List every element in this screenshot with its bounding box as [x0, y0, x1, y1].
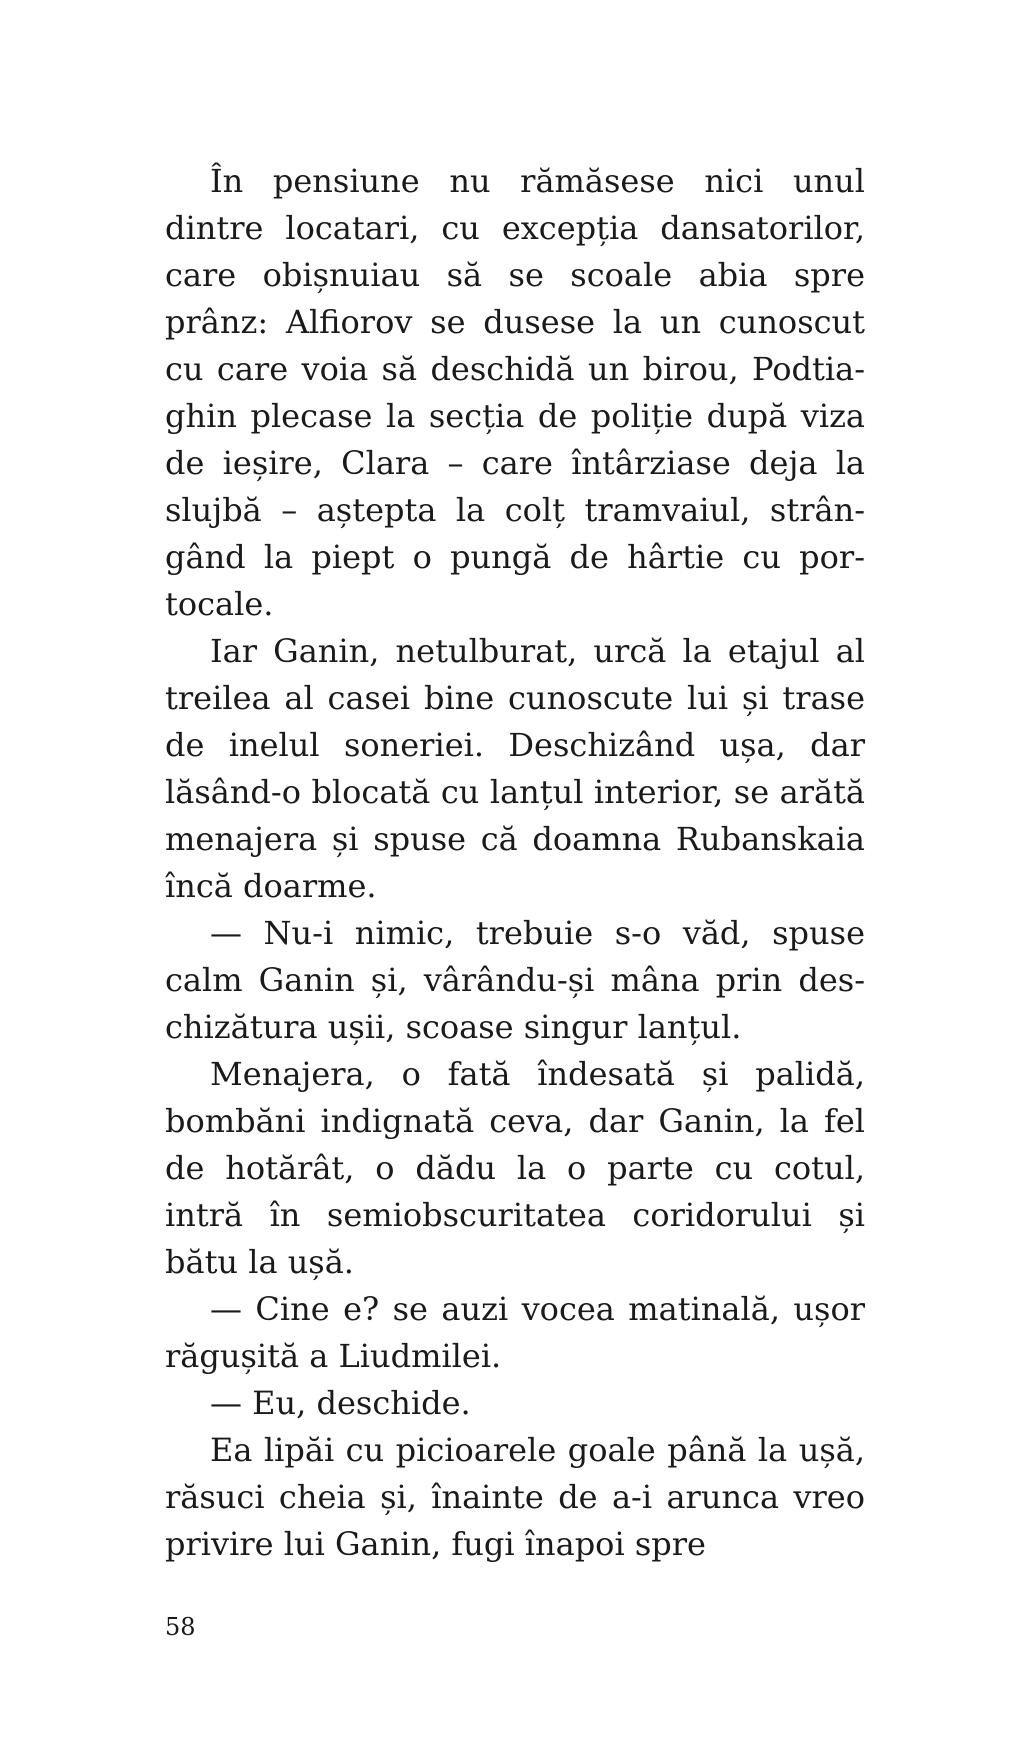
- paragraph: Iar Ganin, netulburat, urcă la etajul al treilea al casei bine cunoscute lui și trase de inelul soneriei. Deschizând ușa, dar lăsând-o blocată cu lanțul interior, se arătă menajera și spuse că doamna Rubanskaia încă doarme.: [165, 632, 865, 905]
- paragraph: În pensiune nu rămăsese nici unul dintre locatari, cu excepția dansatorilor, care obișnuiau să se scoale abia spre prânz: Alfiorov se dusese la un cunoscut cu care voia să deschidă un birou, Podtiaghin plecase la secția de poliție după viza de ieșire, Clara – care întârziase deja la slujbă – aștepta la colț tramvaiul, strângând la piept o pungă de hârtie cu portocale.: [165, 162, 865, 623]
- paragraph: — Nu-i nimic, trebuie s-o văd, spuse calm Ganin și, vârându-și mâna prin deschizătura ușii, scoase singur lanțul.: [165, 914, 865, 1046]
- paragraph: Menajera, o fată îndesată și palidă, bombăni indignată ceva, dar Ganin, la fel de hotărât, o dădu la o parte cu cotul, intră în semiobscuritatea coridorului și bătu la ușă.: [165, 1055, 865, 1281]
- page-number: 58: [165, 1613, 196, 1641]
- paragraph: — Eu, deschide.: [210, 1384, 471, 1422]
- paragraph: Ea lipăi cu picioarele goale până la ușă, răsuci cheia și, înainte de a-i arunca vreo privire lui Ganin, fugi înapoi spre: [165, 1431, 865, 1563]
- body-text: [165, 158, 865, 1568]
- paragraph: — Cine e? se auzi vocea matinală, ușor răgușită a Liudmilei.: [165, 1290, 865, 1375]
